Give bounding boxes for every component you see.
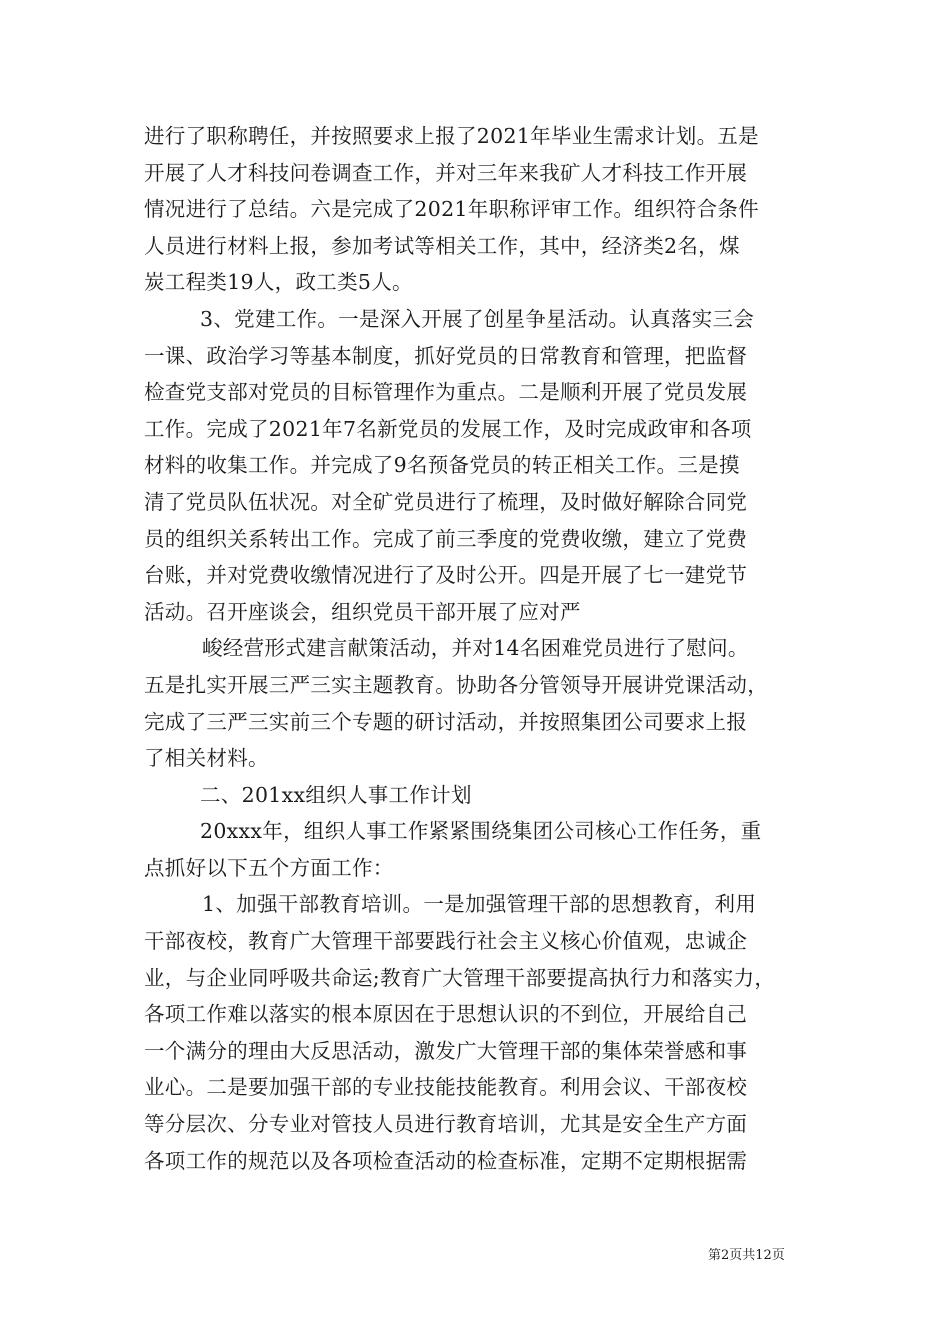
text-line: 3、党建工作。一是深入开展了创星争星活动。认真落实三会 [200, 306, 755, 331]
text-line: 各项工作难以落实的根本原因在于思想认识的不到位，开展给自己 [144, 1002, 748, 1027]
text-line: 峻经营形式建言献策活动，并对14名困难党员进行了慰问。 [202, 636, 749, 661]
text-line: 干部夜校，教育广大管理干部要践行社会主义核心价值观，忠诚企 [144, 929, 748, 954]
text-line: 情况进行了总结。六是完成了2021年职称评审工作。组织符合条件 [144, 197, 759, 222]
text-line: 五是扎实开展三严三实主题教育。协助各分管领导开展讲党课活动， [144, 672, 768, 697]
text-line: 1、加强干部教育培训。一是加强管理干部的思想教育，利用 [202, 892, 757, 917]
text-line: 活动。召开座谈会，组织党员干部开展了应对严 [144, 599, 581, 624]
text-line: 开展了人才科技问卷调查工作，并对三年来我矿人才科技工作开展 [144, 160, 748, 185]
text-line: 检查党支部对党员的目标管理作为重点。二是顺利开展了党员发展 [144, 380, 748, 405]
text-line: 二、201xx组织人事工作计划 [200, 782, 472, 807]
text-line: 材料的收集工作。并完成了9名预备党员的转正相关工作。三是摸 [144, 453, 740, 478]
text-line: 了相关材料。 [144, 746, 269, 771]
text-line: 人员进行材料上报，参加考试等相关工作，其中，经济类2名，煤 [144, 233, 740, 258]
text-line: 业心。二是要加强干部的专业技能技能教育。利用会议、干部夜校 [144, 1075, 748, 1100]
text-line: 一个满分的理由大反思活动，激发广大管理干部的集体荣誉感和事 [144, 1038, 748, 1063]
text-line: 业，与企业同呼吸共命运;教育广大管理干部要提高执行力和落实力， [144, 965, 776, 990]
page-number: 第2页共12页 [708, 1248, 785, 1263]
text-line: 点抓好以下五个方面工作： [144, 855, 394, 880]
body-text [144, 118, 806, 1179]
text-line: 20xxx年，组织人事工作紧紧围绕集团公司核心工作任务，重 [200, 819, 762, 844]
text-line: 台账，并对党费收缴情况进行了及时公开。四是开展了七一建党节 [144, 563, 748, 588]
text-line: 等分层次、分专业对管技人员进行教育培训，尤其是安全生产方面 [144, 1112, 748, 1137]
text-line: 炭工程类19人，政工类5人。 [144, 270, 413, 295]
text-line: 进行了职称聘任，并按照要求上报了2021年毕业生需求计划。五是 [144, 124, 759, 148]
text-line: 清了党员队伍状况。对全矿党员进行了梳理，及时做好解除合同党 [144, 489, 748, 514]
text-line: 一课、政治学习等基本制度，抓好党员的日常教育和管理，把监督 [144, 343, 748, 368]
text-line: 工作。完成了2021年7名新党员的发展工作，及时完成政审和各项 [144, 416, 752, 441]
text-line: 完成了三严三实前三个专题的研讨活动，并按照集团公司要求上报 [144, 709, 748, 734]
text-line: 各项工作的规范以及各项检查活动的检查标准，定期不定期根据需 [144, 1148, 748, 1173]
text-line: 员的组织关系转出工作。完成了前三季度的党费收缴，建立了党费 [144, 526, 748, 551]
